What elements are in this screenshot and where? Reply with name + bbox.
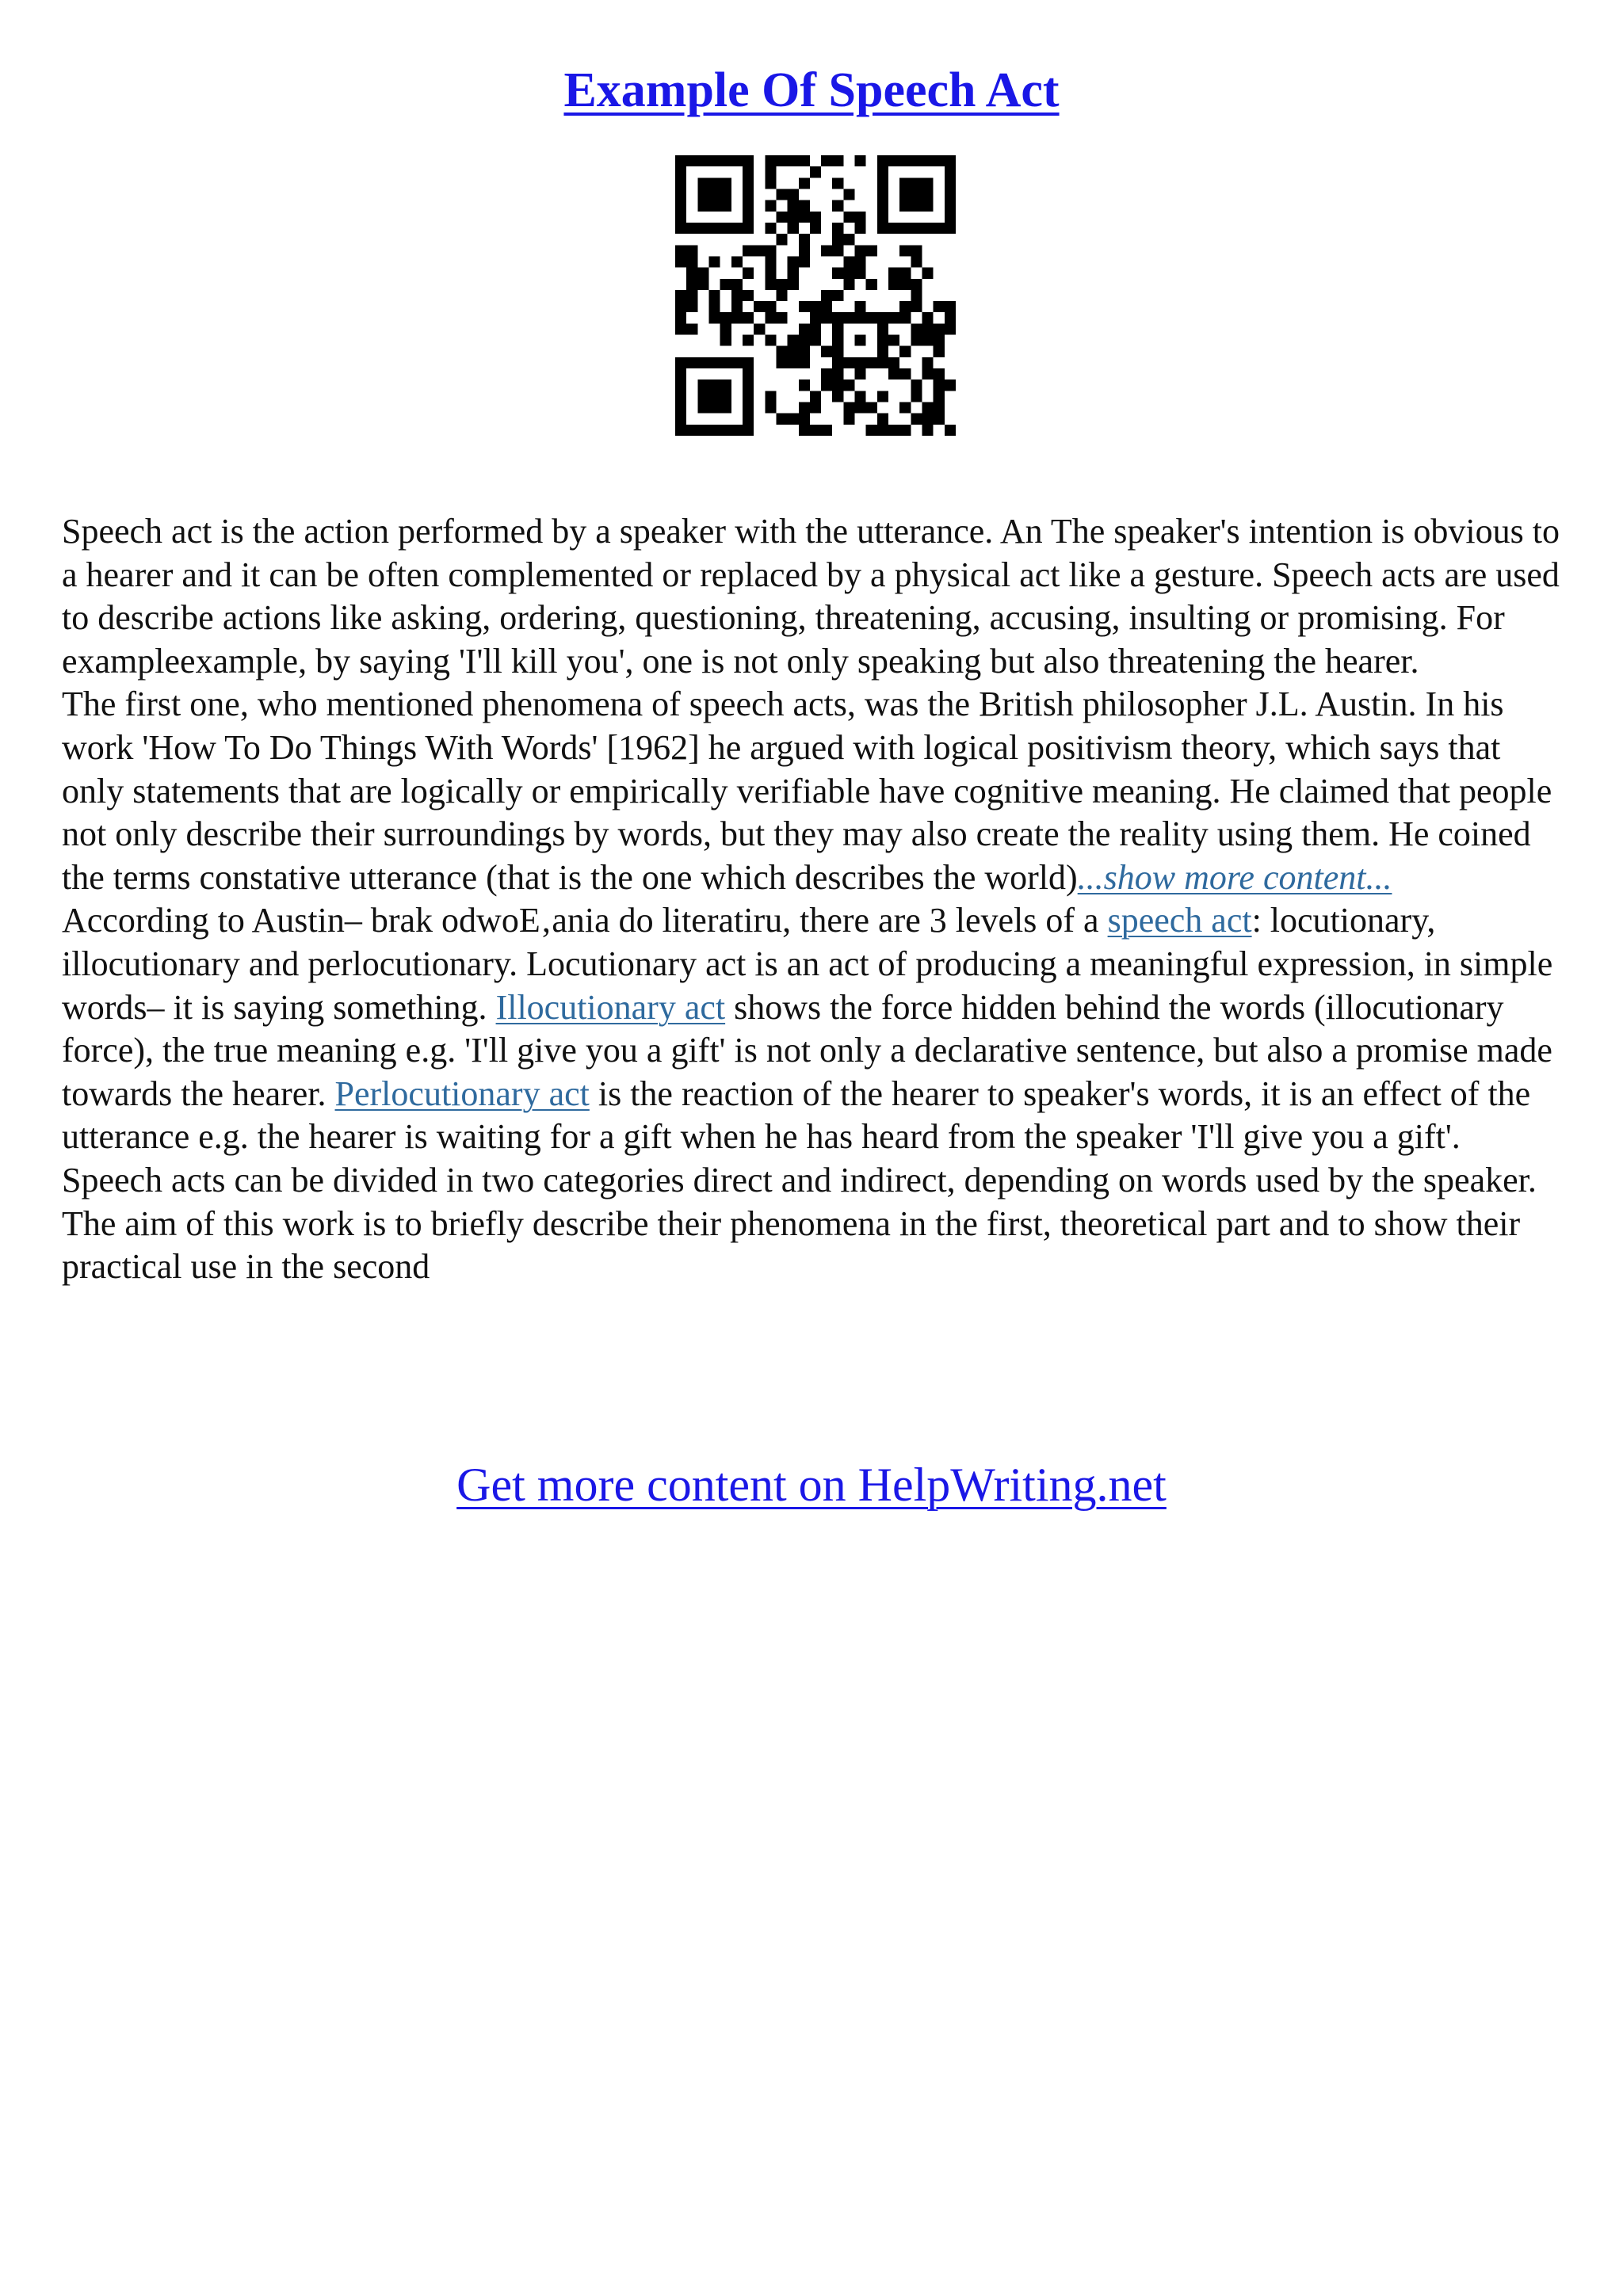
illocutionary-act-link[interactable]: Illocutionary act [495,987,726,1027]
paragraph-levels-text-b: : locutionary, illocutionary and perlocutionary. Locutionary act is an act of producing a meaningful expression, in simple words– it is saying something. [62,901,1553,1027]
paragraph-levels-text-a: According to Austin– brak odwoE‚ania do literatiru, there are 3 levels of a [62,901,1108,940]
qr-code-icon [675,155,956,436]
page-title [0,59,1623,122]
speech-act-link[interactable]: speech act [1107,901,1252,940]
show-more-link[interactable]: ...show more content... [1077,857,1392,897]
perlocutionary-act-link[interactable]: Perlocutionary act [334,1074,590,1113]
paragraph-categories: Speech acts can be divided in two categories direct and indirect, depending on words used by the speaker. The aim of this work is to briefly describe their phenomena in the first, theoretical part and to show their practical use in the second [62,1160,1537,1287]
paragraph-levels-text-d: is the reaction of the hearer to speaker's words, it is an effect of the utterance e.g. the hearer is waiting for a gift when he has heard from the speaker 'I'll give you a gift'. [62,1074,1531,1157]
paragraph-intro: Speech act is the action performed by a speaker with the utterance. An The speaker's intention is obvious to a hearer and it can be often complemented or replaced by a physical act like a gesture. Speech acts are used to describe actions like asking, ordering, questioning, threatening, accusing, insulting or promising. For exampleexample, by saying 'I'll kill you', one is not only speaking but also threatening the hearer. [62,512,1560,681]
title-link[interactable]: Example Of Speech Act [563,63,1060,117]
paragraph-austin [62,683,1568,899]
paragraph-levels [62,899,1568,1159]
paragraph-austin-text: The first one, who mentioned phenomena of speech acts, was the British philosopher J.L. Austin. In his work 'How To Do Things With Words' [1962] he argued with logical positivism theory, which says that only statements that are logically or empirically verifiable have cognitive meaning. He claimed that people not only describe their surroundings by words, but they may also create the reality using them. He coined the terms constative utterance (that is the one which describes the world) [62,685,1552,897]
get-more-content-link[interactable]: Get more content on HelpWriting.net [456,1459,1167,1511]
article-body [62,510,1568,1289]
paragraph-levels-text-c: shows the force hidden behind the words (illocutionary force), the true meaning e.g. 'I'll give you a gift' is not only a declarative sentence, but also a promise made towards the hearer. [62,987,1552,1113]
footer [0,1455,1623,1515]
